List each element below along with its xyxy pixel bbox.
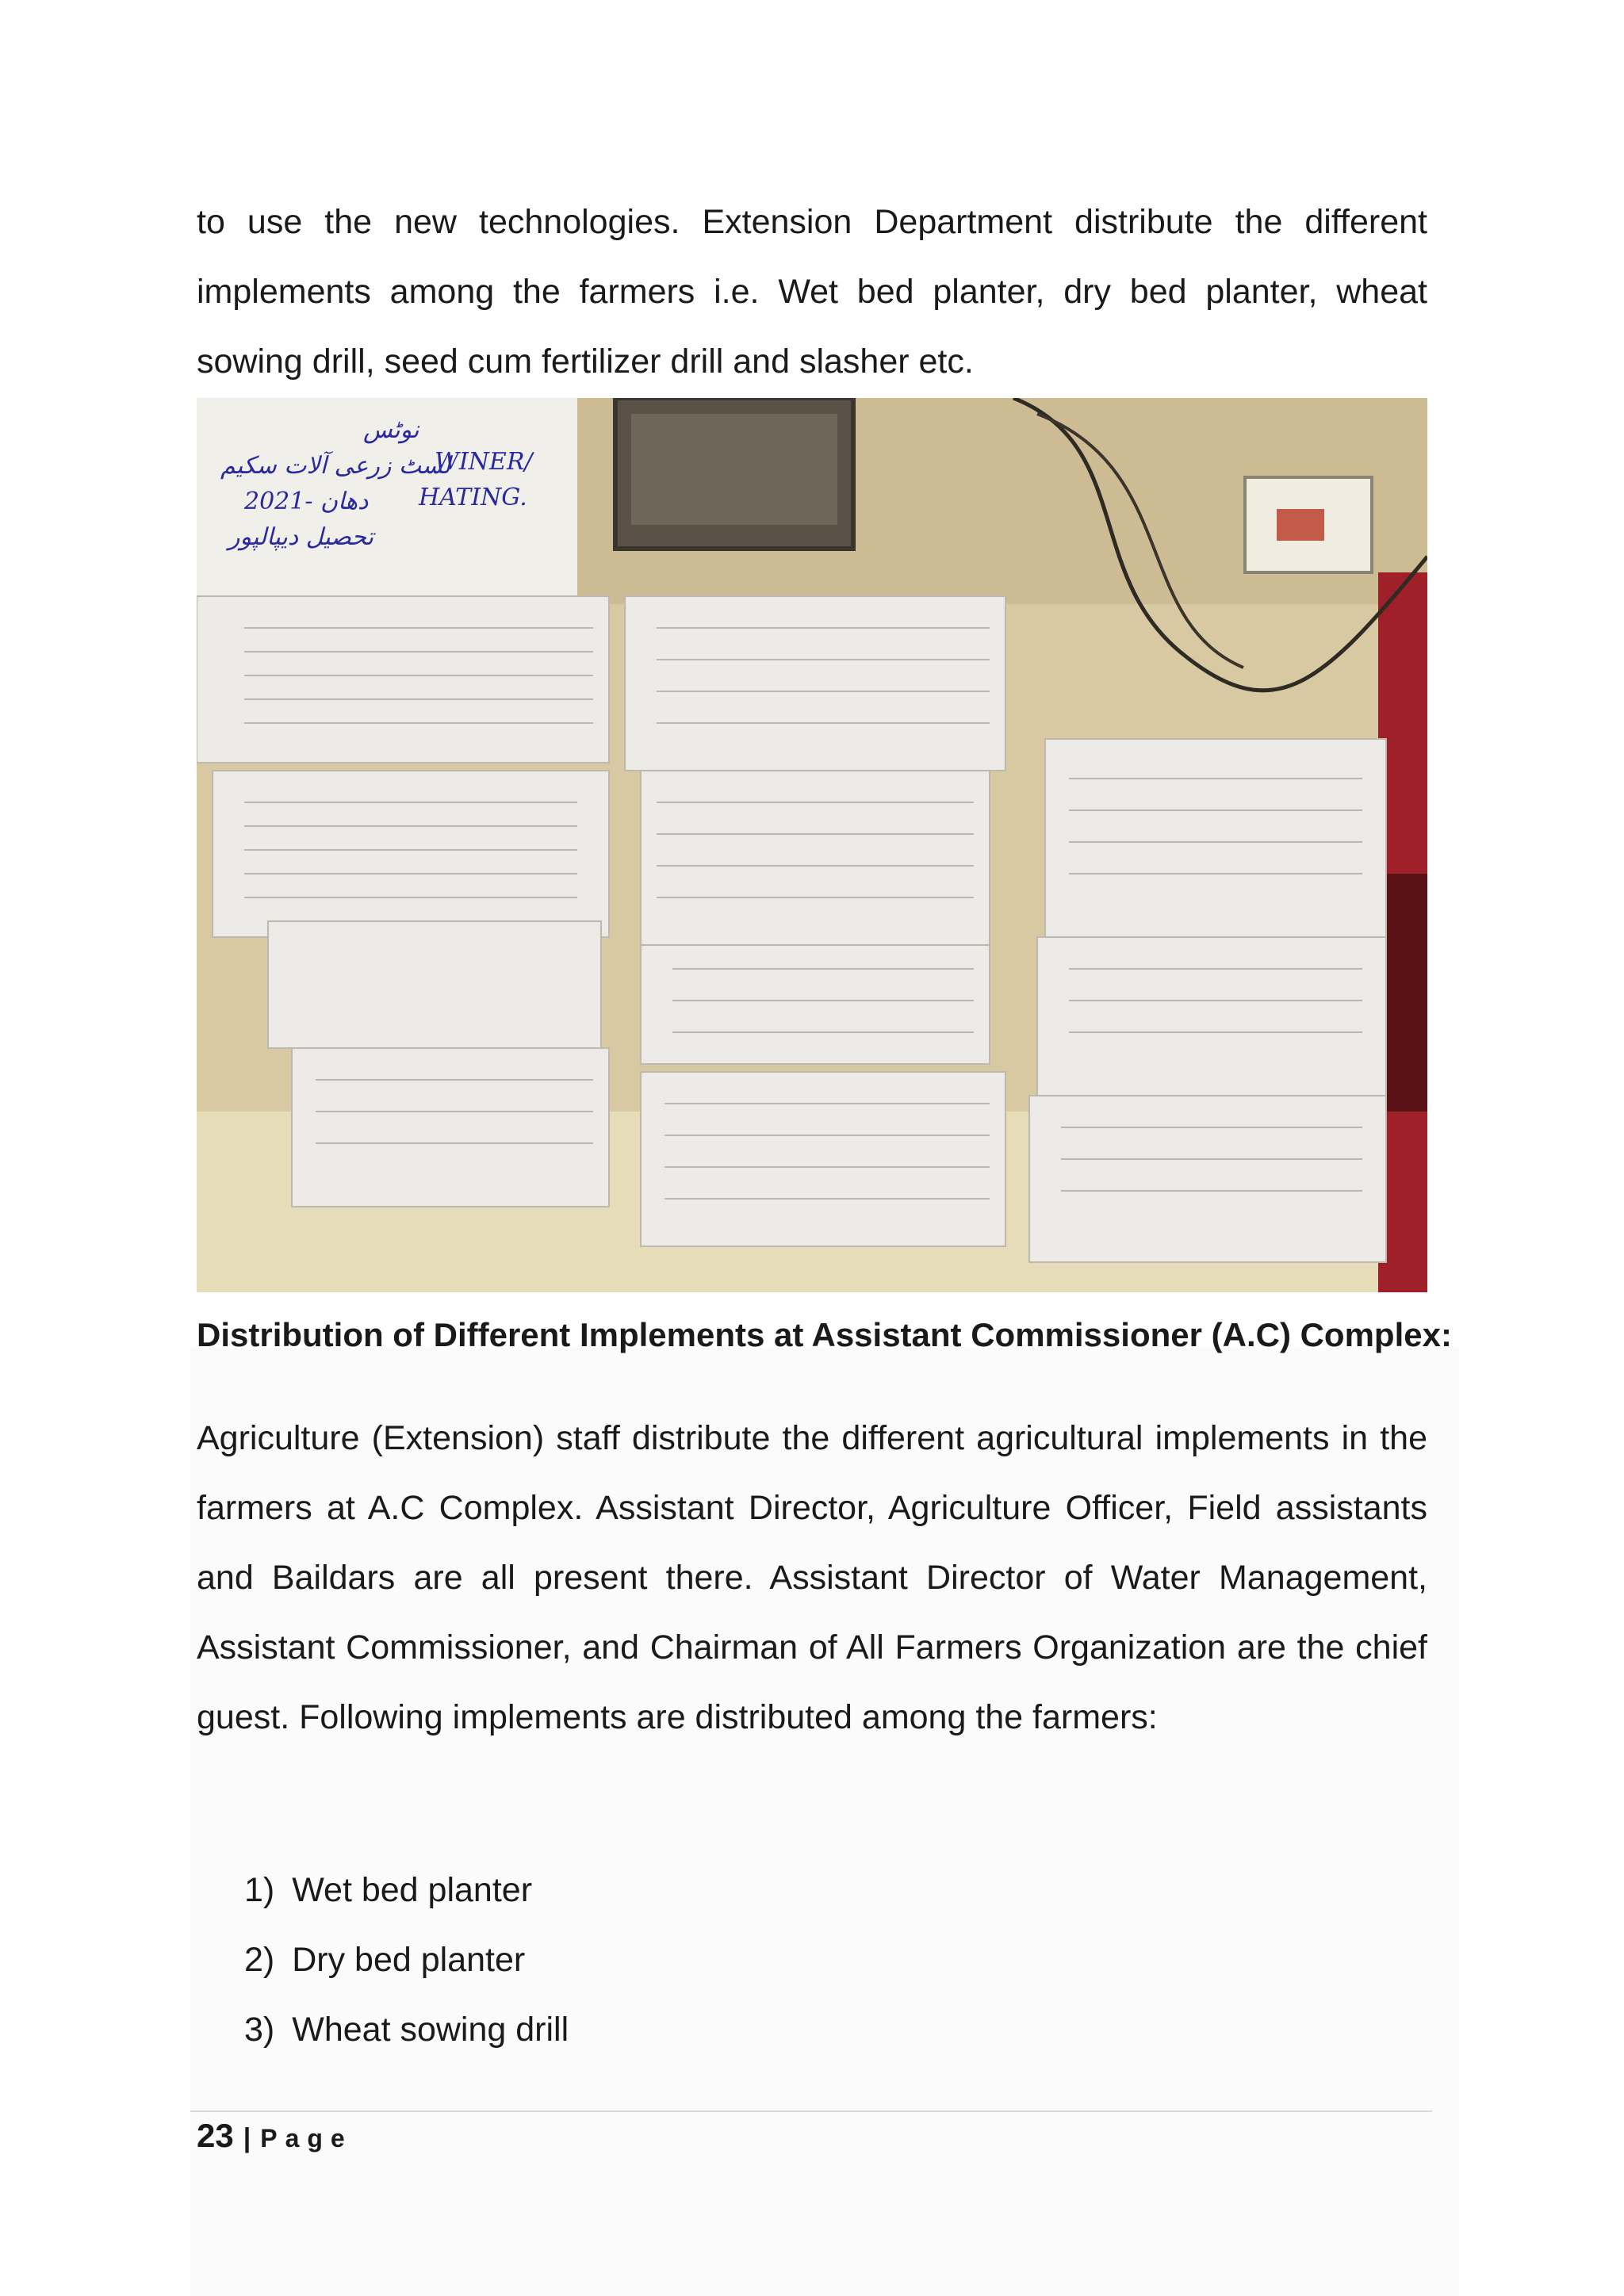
page-label: Page <box>260 2124 353 2152</box>
svg-text:نوٹس: نوٹس <box>363 416 419 444</box>
implements-list <box>244 1855 569 2064</box>
list-number: 2) <box>244 1941 275 1979</box>
svg-text:لسٹ زرعی آلات سکیم: لسٹ زرعی آلات سکیم <box>220 452 451 480</box>
footer-divider <box>190 2110 1432 2112</box>
body-paragraph: Agriculture (Extension) staff distribute the different agricultural implements in the farmers at A.C Complex. Assistant Director, Agriculture Officer, Field assistants and Baildars are all present there. Assistant Director of Water Management, Assistant Commissioner, and Chairman of All Farmers Organization are the chief guest. Following implements are distributed among the farmers: <box>197 1419 1427 1736</box>
list-text: Wheat sowing drill <box>292 2011 569 2049</box>
page-footer <box>197 2117 353 2155</box>
svg-text:WINER/: WINER/ <box>435 448 533 476</box>
page-number: 23 <box>197 2117 234 2154</box>
notice-board-photo <box>197 398 1427 1292</box>
svg-text:2021- دھان: 2021- دھان <box>244 488 369 515</box>
page-separator: | <box>243 2123 251 2153</box>
list-number: 1) <box>244 1871 275 1909</box>
list-item <box>244 1855 569 1925</box>
section-heading: Distribution of Different Implements at Assistant Commissioner (A.C) Complex: <box>197 1316 1452 1353</box>
list-text: Wet bed planter <box>292 1871 533 1909</box>
list-item <box>244 1995 569 2064</box>
svg-text:HATING.: HATING. <box>419 484 527 511</box>
list-item <box>244 1925 569 1995</box>
list-text: Dry bed planter <box>292 1941 526 1979</box>
svg-text:تحصیل دیپالپور: تحصیل دیپالپور <box>228 523 374 551</box>
list-number: 3) <box>244 2011 275 2049</box>
intro-paragraph: to use the new technologies. Extension Department distribute the different implements among the farmers i.e. Wet bed planter, dry bed planter, wheat sowing drill, seed cum fertilizer drill and slasher etc. <box>197 203 1427 381</box>
